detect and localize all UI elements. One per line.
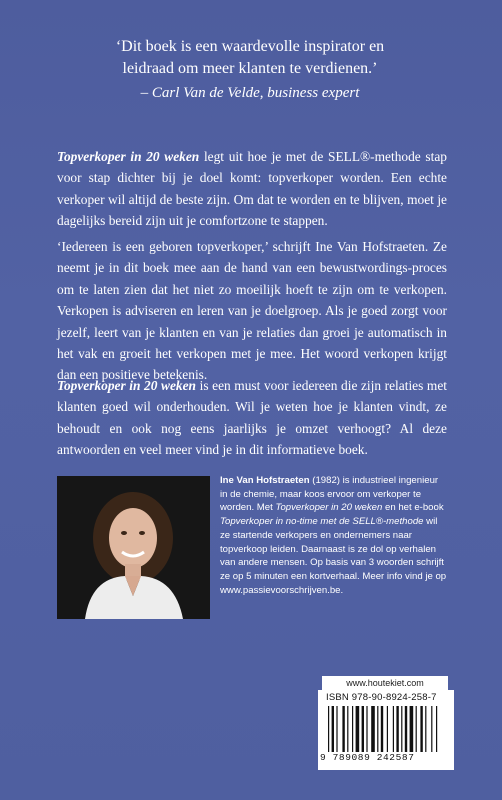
paragraph-author-quote-text: ‘Iedereen is een geboren topverkoper,’ schrijft Ine Van Hofstraeten. Ze neemt je in dit boek mee aan de hand van een bewustwordings-proces om te laten zien dat het niet zo moeilijk hoeft te zijn om te verkopen. Verkopen is adviseren en leren van je doelgroep. Als je goed zorgt voor jezelf, leert van je klanten en van je relaties dan groei je automatisch in het vak en groeit het verkopen met je mee. Het woord verkopen krijgt dan een positieve betekenis.	[57, 239, 447, 383]
quote-attribution: – Carl Van de Velde, business expert	[140, 85, 360, 101]
author-photo	[57, 476, 210, 619]
paragraph-intro	[57, 146, 447, 232]
bio-text: (1982) is industrieel ingenieur in de chemie, maar koos ervoor om verkoper te worden. Met	[220, 475, 439, 514]
paragraph-conclusion	[57, 375, 447, 461]
bio-book-title: Topverkoper in 20 weken	[275, 502, 383, 514]
book-title-ref: Topverkoper in 20 weken	[57, 149, 200, 164]
bio-ebook-title: Topverkoper in no-time met de SELL®-methode	[220, 516, 424, 528]
author-bio	[220, 474, 448, 597]
publisher-website: www.houtekiet.com	[322, 676, 448, 690]
testimonial-quote	[70, 36, 430, 104]
bio-text: wil ze startende verkopers en ondernemers naar topverkoop leiden. Daarnaast is ze dol op verhalen van andere mensen. Op basis van 3 woorden schrijft ze op 5 minuten een kortverhaal. Meer info vind je op www.passievoorschrijven.be.	[220, 516, 447, 596]
bio-text: en het e-book	[382, 502, 444, 514]
paragraph-intro-text: legt uit hoe je met de SELL®-methode stap voor stap dichter bij je doel komt: topverkoper worden. Een echte verkoper wil altijd de beste zijn. Om dat te worden en te blijven, moet je dagelijks bereid zijn uit je comfortzone te stappen.	[57, 149, 447, 229]
barcode-block	[318, 690, 454, 770]
quote-line-2: leidraad om meer klanten te verdienen.’	[122, 60, 378, 77]
book-title-ref: Topverkoper in 20 weken	[57, 378, 196, 393]
isbn-number: ISBN 978-90-8924-258-7	[326, 692, 437, 703]
barcode-icon	[328, 706, 444, 752]
quote-line-1: ‘Dit boek is een waardevolle inspirator en	[115, 38, 385, 55]
paragraph-author-quote	[57, 236, 447, 386]
paragraph-conclusion-text: is een must voor iedereen die zijn relaties met klanten goed wil onderhouden. Wil je weten hoe je klanten vindt, ze behoudt en ook nog eens jaarlijks je omzet verhoogt? Al deze antwoorden en veel meer vind je in dit informatieve boek.	[57, 378, 447, 458]
barcode-number: 9 789089 242587	[320, 752, 415, 763]
author-name: Ine Van Hofstraeten	[220, 475, 310, 486]
